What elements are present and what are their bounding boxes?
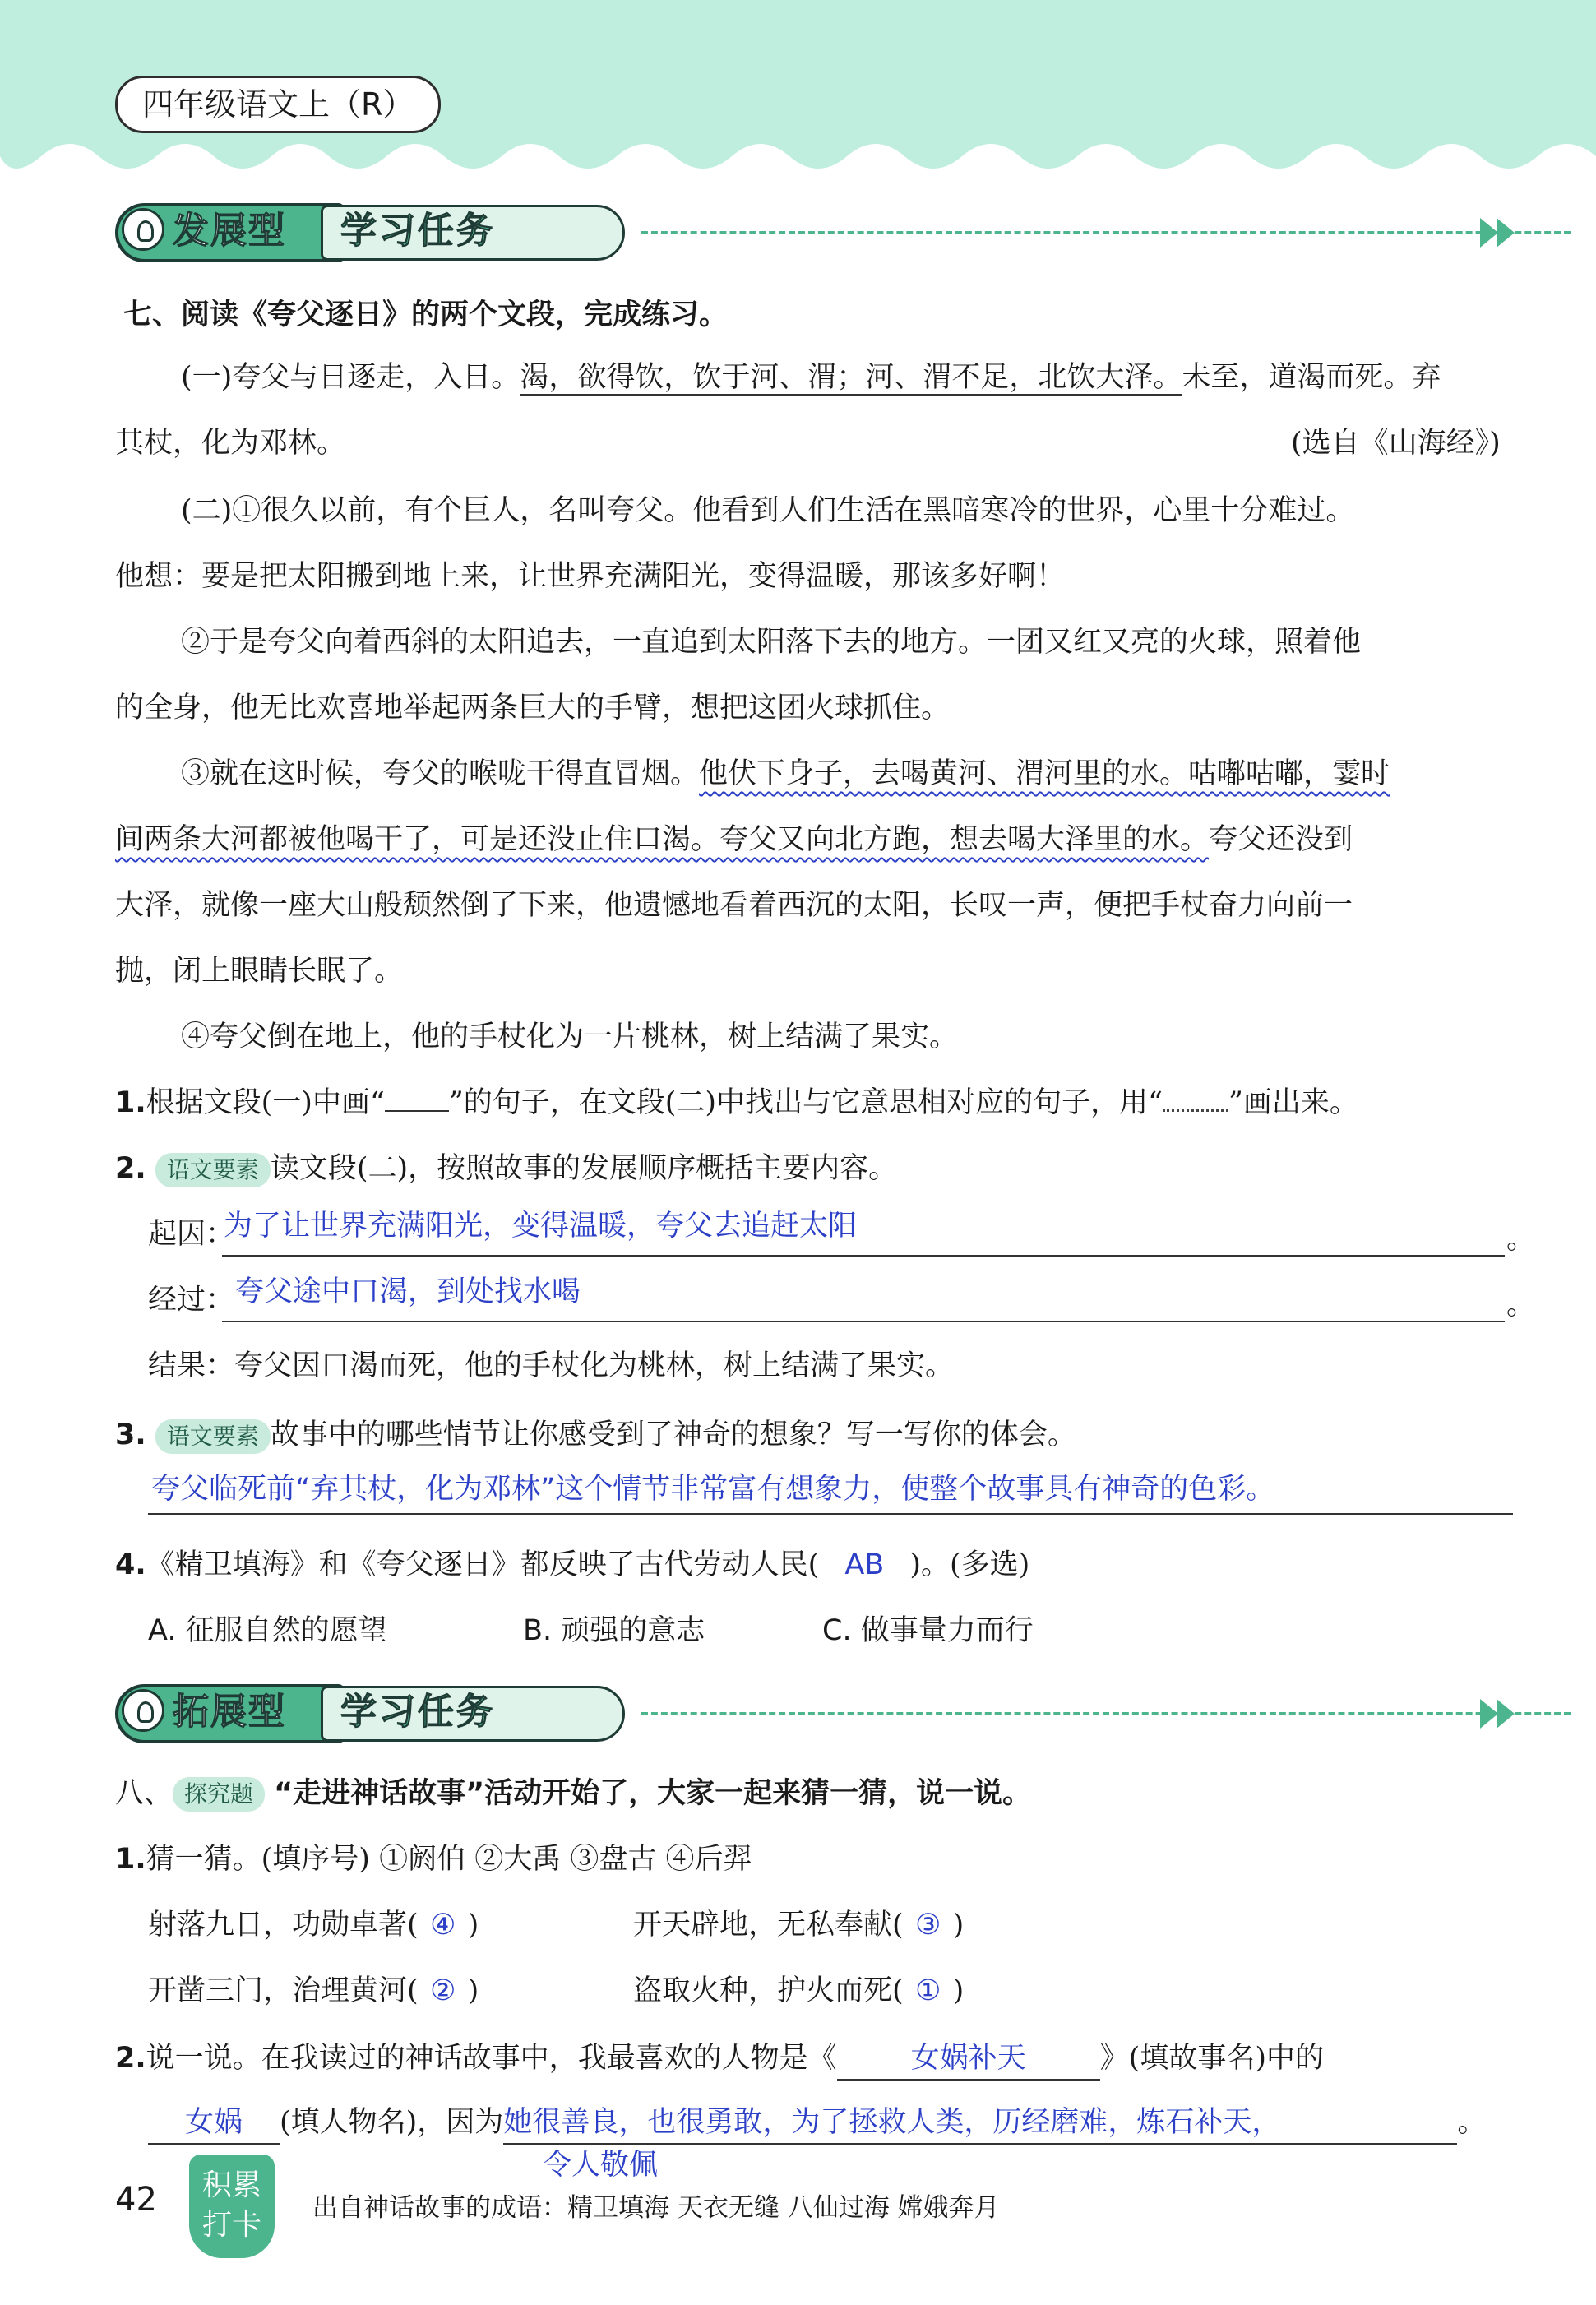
match-row-1a: 射落九日，功勋卓著( ④ ) xyxy=(148,1909,479,1942)
arrow-icon xyxy=(1480,1699,1498,1729)
result-text: 结果：夸父因口渴而死，他的手杖化为桃林，树上结满了果实。 xyxy=(148,1349,955,1382)
passage2-p3-line2: 间两条大河都被他喝干了，可是还没止住口渴。夸父又向北方跑，想去喝大泽里的水。夸父还没到 xyxy=(115,823,1353,856)
section-title-type: 发展型 xyxy=(173,210,286,252)
q3-answer-line xyxy=(148,1513,1513,1515)
passage2-p3-line1: ③就在这时候，夸父的喉咙干得直冒烟。他伏下身子，去喝黄河、渭河里的水。咕嘟咕嘟，霎时 xyxy=(181,757,1390,790)
passage2-p1-line1: (二)①很久以前，有个巨人，名叫夸父。他看到人们生活在黑暗寒冷的世界，心里十分难过。 xyxy=(181,494,1355,527)
process-label: 经过： xyxy=(148,1284,235,1317)
question-4: 4.《精卫填海》和《夸父逐日》都反映了古代劳动人民( AB )。(多选) xyxy=(115,1544,1029,1585)
passage2-p1-line2: 他想：要是把太阳搬到地上来，让世界充满阳光，变得温暖，那该多好啊！ xyxy=(115,560,1066,593)
passage1-line2: 其杖，化为邓林。 xyxy=(115,427,346,460)
accumulate-badge: 积累 打卡 xyxy=(189,2155,275,2258)
question-2: 2. 语文要素 读文段(二)，按照故事的发展顺序概括主要内容。 xyxy=(115,1148,897,1189)
wavy-line-sample xyxy=(1163,1085,1228,1112)
passage2-p4: ④夸父倒在地上，他的手杖化为一片桃林，树上结满了果实。 xyxy=(181,1021,959,1053)
q8-sub2-line2: 女娲 (填人物名)，因为她很善良，也很勇敢，为了拯救人类，历经磨难，炼石补天， 。 xyxy=(148,2102,1486,2145)
passage1-source: (选自《山海经》) xyxy=(1291,427,1501,460)
passage2-p3-line4: 抛，闭上眼睛长眠了。 xyxy=(115,955,404,988)
match-row-2a: 开凿三门，治理黄河( ② ) xyxy=(148,1974,479,2007)
q4-answer: AB xyxy=(844,1548,885,1581)
match-row-1b: 开天辟地，无私奉献( ③ ) xyxy=(633,1909,965,1942)
arrow-icon xyxy=(1497,218,1515,248)
lightbulb-icon xyxy=(122,208,164,251)
page-number: 42 xyxy=(115,2181,157,2219)
tag-inquiry: 探究题 xyxy=(173,1777,265,1812)
cause-answer-line xyxy=(222,1255,1505,1257)
arrow-icon xyxy=(1480,218,1498,248)
story-answer: 女娲补天 xyxy=(837,2038,1100,2081)
option-b: B. 顽强的意志 xyxy=(523,1614,705,1647)
q8-sub2-line1: 2.说一说。在我读过的神话故事中，我最喜欢的人物是《 女娲补天 》(填故事名)中的 xyxy=(115,2038,1324,2081)
passage2-p2-line2: 的全身，他无比欢喜地举起两条巨大的手臂，想把这团火球抓住。 xyxy=(115,692,951,724)
tag-language-element: 语文要素 xyxy=(155,1153,271,1187)
straight-line-sample xyxy=(385,1082,449,1112)
process-answer: 夸父途中口渴，到处找水喝 xyxy=(235,1275,581,1308)
section-title-task: 学习任务 xyxy=(340,1691,495,1733)
lightbulb-icon xyxy=(122,1689,164,1732)
passage2-p3-line3: 大泽，就像一座大山般颓然倒了下来，他遗憾地看着西沉的太阳，长叹一声，便把手杖奋力向前一 xyxy=(115,889,1353,922)
arrow-icon xyxy=(1497,1699,1515,1729)
section-title-task: 学习任务 xyxy=(340,210,495,252)
dashed-line xyxy=(641,231,1571,234)
idioms-line: 出自神话故事的成语：精卫填海 天衣无缝 八仙过海 嫦娥奔月 xyxy=(312,2193,1000,2223)
passage1-line1: (一)夸父与日逐走，入日。渴，欲得饮，饮于河、渭；河、渭不足，北饮大泽。未至，道渴而死。弃 xyxy=(181,361,1441,394)
period: 。 xyxy=(1506,1223,1536,1256)
person-answer: 女娲 xyxy=(148,2102,280,2145)
match-row-2b: 盗取火种，护火而死( ① ) xyxy=(633,1974,965,2007)
dashed-line xyxy=(641,1712,1571,1715)
q7-heading: 七、阅读《夸父逐日》的两个文段，完成练习。 xyxy=(123,299,729,331)
tag-language-element: 语文要素 xyxy=(155,1419,271,1454)
question-1: 1.根据文段(一)中画“ ”的句子，在文段(二)中找出与它意思相对应的句子，用“ ”画出来。 xyxy=(115,1082,1358,1123)
q8-heading: 八、 探究题 “走进神话故事”活动开始了，大家一起来猜一猜，说一说。 xyxy=(115,1777,1032,1810)
process-answer-line xyxy=(222,1321,1505,1322)
passage2-p2-line1: ②于是夸父向着西斜的太阳追去，一直追到太阳落下去的地方。一团又红又亮的火球，照着他 xyxy=(181,626,1362,659)
q8-sub1: 1.猜一猜。(填序号) ①阏伯 ②大禹 ③盘古 ④后羿 xyxy=(115,1843,752,1876)
section-heading-extension xyxy=(115,1684,1513,1743)
book-label: 四年级语文上（R） xyxy=(115,76,441,133)
cause-answer: 为了让世界充满阳光，变得温暖，夸父去追赶太阳 xyxy=(224,1210,858,1243)
reason-answer: 她很善良，也很勇敢，为了拯救人类，历经磨难，炼石补天， xyxy=(503,2102,1457,2145)
section-heading-development xyxy=(115,203,1513,262)
q3-answer: 夸父临死前“弃其杖，化为邓林”这个情节非常富有想象力，使整个故事具有神奇的色彩。 xyxy=(151,1473,1275,1506)
option-a: A. 征服自然的愿望 xyxy=(148,1614,387,1647)
reason-answer-continued: 令人敬佩 xyxy=(543,2149,659,2182)
question-3: 3. 语文要素 故事中的哪些情节让你感受到了神奇的想象？写一写你的体会。 xyxy=(115,1414,1076,1456)
section-title-type: 拓展型 xyxy=(173,1691,286,1733)
period: 。 xyxy=(1506,1289,1536,1321)
cause-label: 起因： xyxy=(148,1218,235,1251)
option-c: C. 做事量力而行 xyxy=(822,1614,1034,1647)
